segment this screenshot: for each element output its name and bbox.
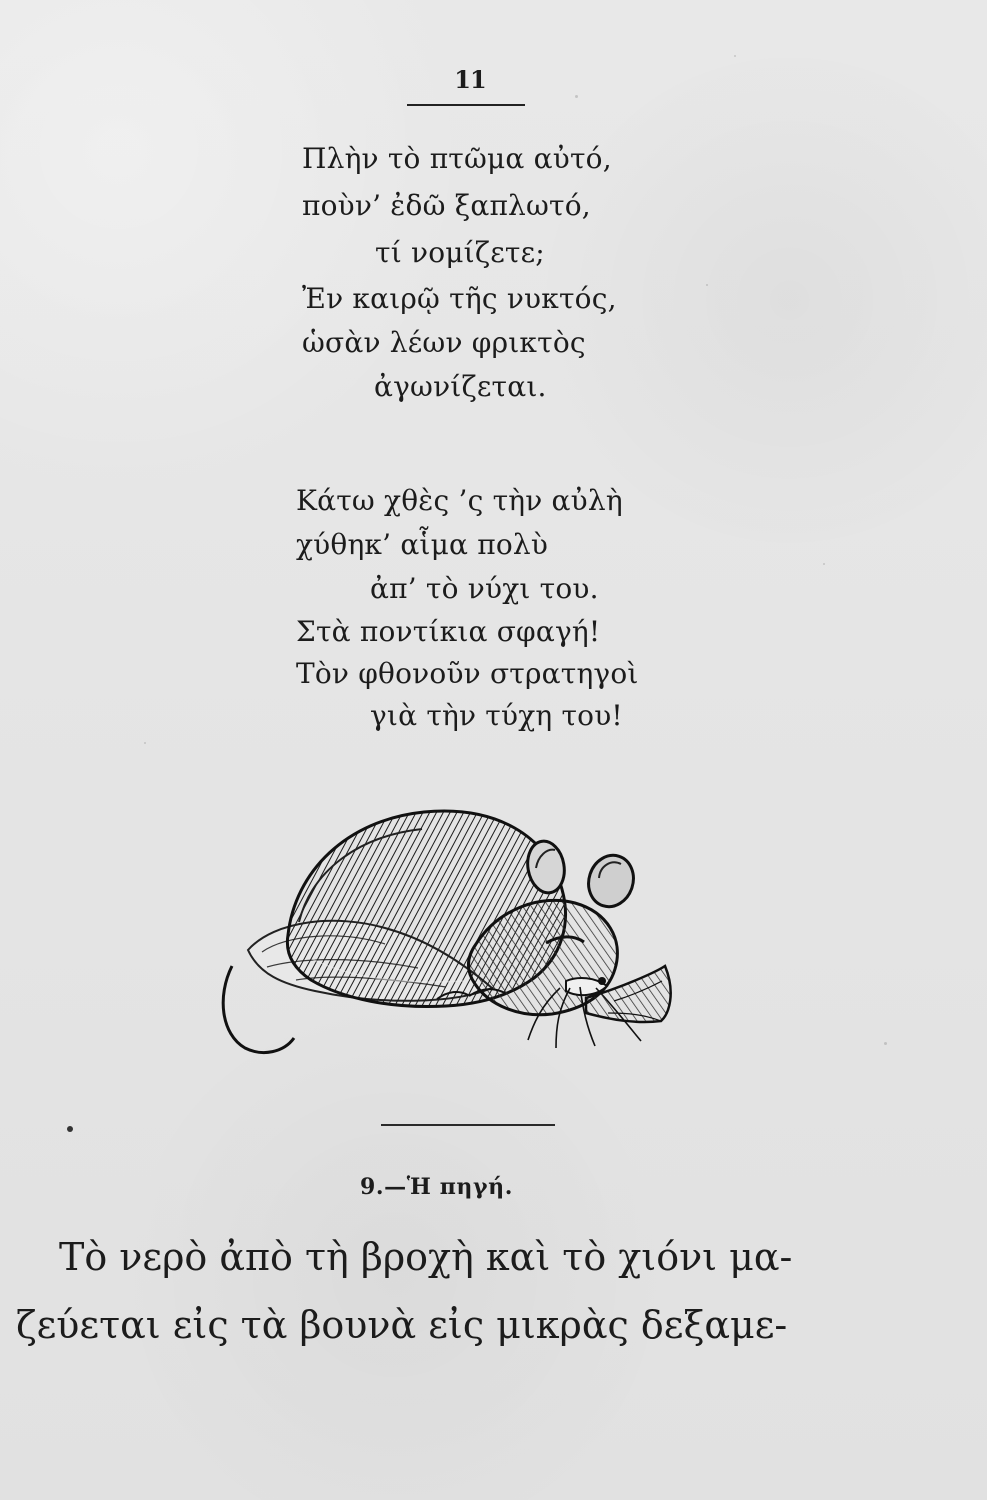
poem-line: χύθηκ’ αἷμα πολὺ: [296, 528, 549, 561]
poem-line: ποὺν’ ἐδῶ ξαπλωτό,: [302, 189, 591, 222]
poem-line: γιὰ τὴν τύχη του!: [370, 699, 623, 732]
poem-line: Στὰ ποντίκια σφαγή!: [296, 615, 601, 648]
poem-line: Πλὴν τὸ πτῶμα αὐτό,: [302, 142, 612, 175]
poem-line: ὡσὰν λέων φρικτὸς: [302, 326, 586, 359]
poem-line: Τὸν φθονοῦν στρατηγοὶ: [296, 657, 639, 690]
section-heading: 9.—Ἡ πηγή.: [360, 1174, 513, 1200]
poem-line: ἀγωνίζεται.: [374, 370, 547, 403]
page-number: 11: [454, 65, 486, 94]
prose-line-2: ζεύεται εἰς τὰ βουνὰ εἰς μικρὰς δεξαμε-: [16, 1303, 788, 1347]
poem-line: Ἐν καιρῷ τῆς νυκτός,: [302, 282, 617, 315]
poem-line: Κάτω χθὲς ’ς τὴν αὐλὴ: [296, 484, 623, 517]
prose-line-1: Τὸ νερὸ ἀπὸ τὴ βροχὴ καὶ τὸ χιόνι μα-: [59, 1235, 793, 1279]
poem-line: τί νομίζετε;: [375, 236, 545, 269]
poem-line: ἀπ’ τὸ νύχι του.: [370, 572, 599, 605]
